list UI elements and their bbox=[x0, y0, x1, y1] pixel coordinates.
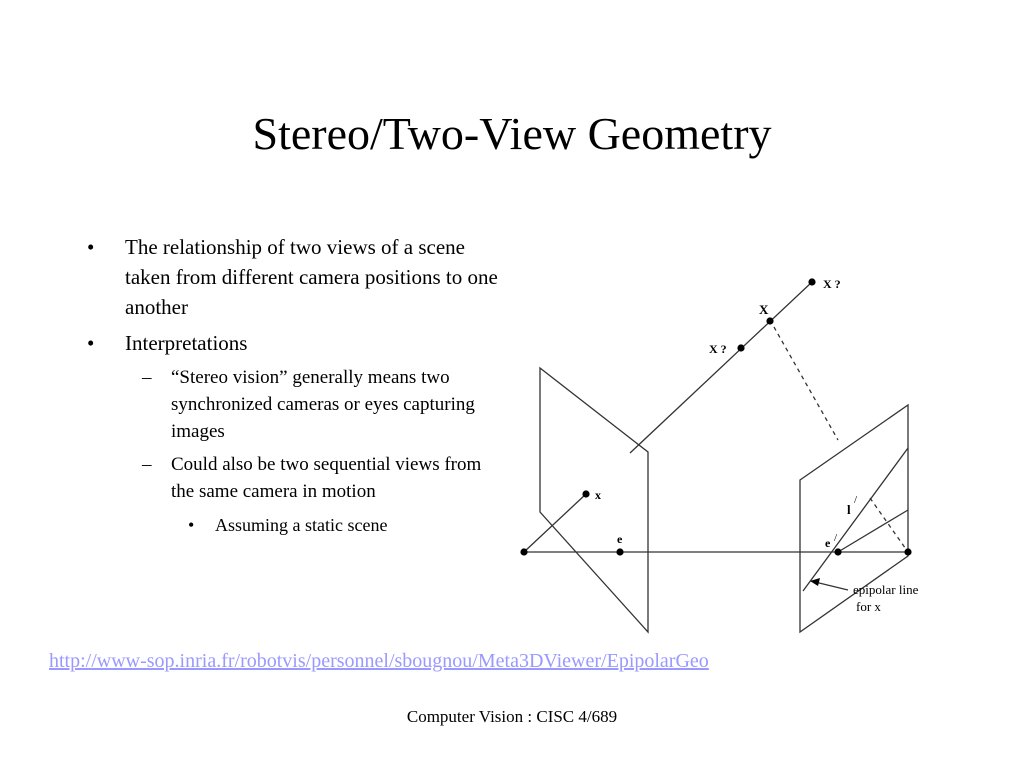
label-l-prime: l bbox=[847, 502, 851, 517]
bullet-marker: • bbox=[87, 235, 95, 259]
label-e-right-prime: / bbox=[834, 532, 838, 544]
slide-footer: Computer Vision : CISC 4/689 bbox=[406, 707, 618, 726]
right-image-plane bbox=[800, 405, 908, 632]
label-x-image: x bbox=[595, 488, 601, 502]
bullet-text: The relationship of two views of a scene taken from different camera positions to one another bbox=[125, 235, 498, 319]
epipole-right bbox=[834, 548, 841, 555]
sub-bullet-item bbox=[142, 451, 502, 505]
sub-bullet-marker: – bbox=[142, 454, 152, 475]
label-e-left: e bbox=[617, 532, 623, 546]
point-x-mid bbox=[737, 344, 744, 351]
source-link[interactable]: http://www-sop.inria.fr/robotvis/personnel/sbougnou/Meta3DViewer/EpipolarGeo bbox=[49, 650, 709, 672]
slide-title: Stereo/Two-View Geometry bbox=[252, 108, 772, 159]
epipolar-geometry-diagram bbox=[500, 262, 960, 642]
sub-sub-bullet-text: Assuming a static scene bbox=[215, 515, 388, 535]
sub-bullet-text: “Stereo vision” generally means two synchronized cameras or eyes capturing images bbox=[171, 367, 475, 442]
sub-sub-bullet-marker: • bbox=[188, 515, 195, 535]
bullet-marker: • bbox=[87, 331, 95, 355]
label-x-question-top: X ? bbox=[823, 277, 841, 291]
label-epipolar-line-2: for x bbox=[856, 599, 881, 614]
sub-bullet-marker: – bbox=[142, 367, 152, 388]
sub-bullet-item bbox=[142, 364, 502, 445]
bullet-text: Interpretations bbox=[125, 331, 248, 355]
ray-line bbox=[630, 282, 812, 453]
left-camera-center bbox=[520, 548, 527, 555]
label-x-main: X bbox=[759, 302, 769, 317]
label-e-right: e bbox=[825, 536, 831, 550]
label-epipolar-line-1: epipolar line bbox=[853, 582, 919, 597]
sub-sub-bullet-item bbox=[188, 512, 508, 538]
bullet-item bbox=[87, 232, 507, 322]
label-x-question-mid: X ? bbox=[709, 342, 727, 356]
point-x-top bbox=[808, 278, 815, 285]
right-camera-center bbox=[904, 548, 911, 555]
sub-bullet-text: Could also be two sequential views from the same camera in motion bbox=[171, 454, 482, 502]
bullet-item bbox=[87, 328, 507, 358]
point-x-main bbox=[766, 317, 773, 324]
epipole-left bbox=[616, 548, 623, 555]
left-image-plane bbox=[540, 368, 648, 632]
label-l-prime-mark: / bbox=[854, 494, 858, 506]
point-x-image bbox=[582, 490, 589, 497]
projection-dashed-line bbox=[770, 320, 838, 440]
